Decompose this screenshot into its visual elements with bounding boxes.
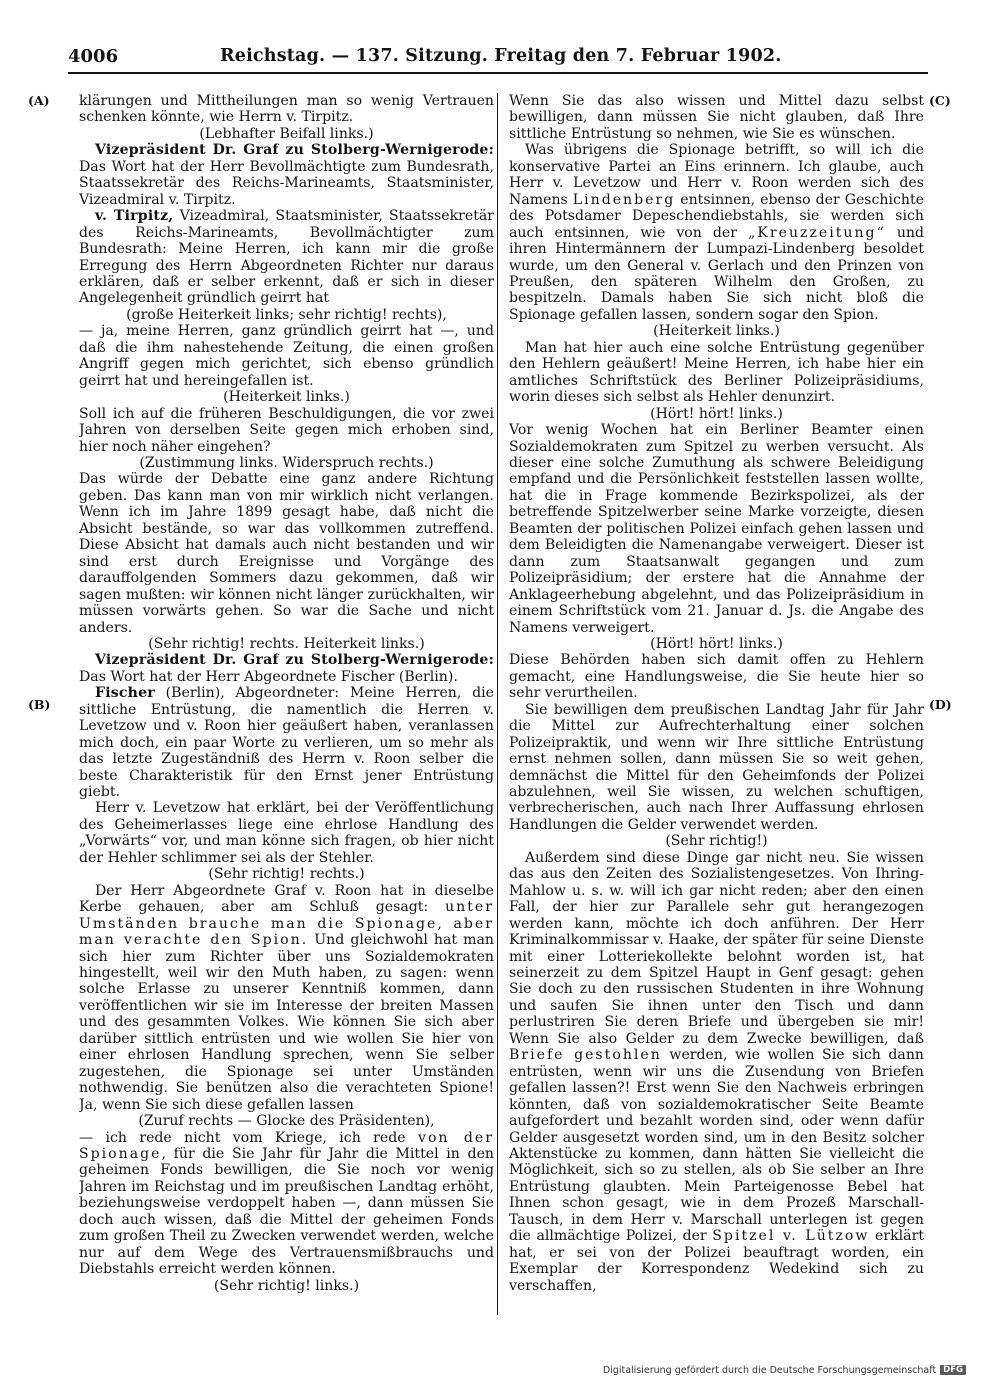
speaker-name: Vizepräsident Dr. Graf zu Stolberg-Wernigerode: [95,142,494,159]
speaker-paragraph [79,652,494,685]
speech-text: werden, wie wollen Sie sich dann entrüsten, wenn wir uns die Zusendung von Briefen gefallen lassen?! Erst wenn Sie den Nachweis erbringen könnten, daß von sozialdemokratischer Seite Beamte aufgefordert und bezahlt worden sind, oder wenn dafür Gelder ausgesetzt worden sind, um in den Besitz solcher Aktenstücke zu kommen, dann hätten Sie vielleicht die Möglichkeit, sich so zu stellen, als ob Sie selber an Ihre Entrüstung glaubten. Mein Parteigenosse Bebel hat Ihnen schon gesagt, wie in dem Prozeß Marschall-Tausch, in dem Herr v. Marschall unterlegen ist gegen die allmächtige Polizei, der [509,1047,924,1245]
emphasized-text: Lindenberg [572,191,676,208]
interjection: (Hört! hört! links.) [650,405,783,422]
speech-text: — ich rede nicht vom Kriege, ich rede [79,1129,418,1146]
paragraph [79,1130,494,1278]
speech-text: Der Herr Abgeordnete Graf v. Roon hat in dieselbe Kerbe gehauen, aber am Schluß gesagt: [79,882,494,916]
column-divider [497,93,498,1315]
speech-text: Was übrigens die Spionage betrifft, so will ich die konservative Partei an Eins erinnern. Ich glaube, auch Herr v. Levetzow und Herr v. Roon werden sich des Namens [509,142,924,208]
paragraph: Das würde der Debatte eine ganz andere Richtung geben. Das kann man von mir wirklich nicht verlangen. Wenn ich im Jahre 1899 gesagt habe, daß nicht die Absicht bestände, so war das vollkommen zutreffend. Diese Absicht hat damals auch nicht bestanden und wir sind erst durch Ereignisse und Vorgänge des darauffolgenden Sommers dazu gekommen, daß wir sagen mußten: wir können nicht länger zurückhalten, wir müssen vorwärts gehen. So war die Sache und nicht anders. [79,471,494,636]
speech-text: , für die Sie Jahr für Jahr die Mittel in den geheimen Fonds bewilligen, die Sie noch vor wenig Jahren im Reichstag und im preußischen Landtag erhöht, beziehungsweise verdoppelt haben —, dann müssen Sie doch auch wissen, daß die Mittel der geheimen Fonds zum großen Theil zu Zwecken verwendet werden, welche nur auf dem Wege des Vertrauensmißbrauchs und Diebstahls erreicht werden können. [79,1146,494,1278]
margin-marker-c: (C) [929,93,951,108]
interjection: (Zustimmung links. Widerspruch rechts.) [139,454,434,471]
interjection: (Heiterkeit links.) [653,323,780,340]
speaker-paragraph [79,208,494,307]
paragraph: Wenn Sie das also wissen und Mittel dazu selbst bewilligen, dann müssen Sie nicht glauben, daß Ihre sittliche Entrüstung so nehmen, wie Sie es wünschen. [509,93,924,142]
paragraph: Soll ich auf die früheren Beschuldigungen, die vor zwei Jahren von derselben Seite gegen mich erhoben sind, hier noch näher eingehen? [79,405,494,455]
paragraph: Sie bewilligen dem preußischen Landtag Jahr für Jahr die Mittel zur Aufrechterhaltung einer solchen Polizeipraktik, und wenn wir Ihre sittliche Entrüstung ernst nehmen sollen, dann müssen Sie so weit gehen, demnächst die Mittel für den Geheimfonds der Polizei abzulehnen, weil Sie wissen, zu welchen schuftigen, verbrecherischen, auch nach Ihrer Auffassung ehrlosen Handlungen die Gelder verwendet werden. [509,701,924,833]
interjection: (Sehr richtig! rechts. Heiterkeit links.) [148,635,425,652]
interjection: (Lebhafter Beifall links.) [199,125,374,142]
interjection: (Zuruf rechts — Glocke des Präsidenten), [138,1113,435,1130]
emphasized-text: „Kreuzzeitung“ [748,224,886,241]
speech-text: Und gleichwohl hat man sich hier zum Richter über uns Sozialdemokraten hingestellt, weil wir den Muth haben, zu sagen: wenn solche Erlasse zu unserer Kenntniß kommen, dann veröffentlichen wir sie im Interesse der breiten Massen und des gesammten Volkes. Wie können Sie sich aber darüber sittlich entrüsten und wie wollen Sie hier von einer ehrlosen Handlung sprechen, wenn Sie selber zugestehen, die Spionage sei unter Umständen nothwendig. Sie benützen also die verachteten Spione! Ja, wenn Sie sich diese gefallen lassen [79,932,494,1113]
emphasized-text: Spitzel v. Lützow [712,1228,870,1245]
paragraph: Diese Behörden haben sich damit offen zu Hehlern gemacht, eine Handlungsweise, die Sie heute hier so sehr verurtheilen. [509,652,924,702]
footer-text: Digitalisierung gefördert durch die Deutsche Forschungsgemeinschaft [602,1365,937,1376]
paragraph: klärungen und Mittheilungen man so wenig Vertrauen schenken könnte, wie Herrn v. Tirpitz. [79,93,494,126]
margin-marker-b: (B) [28,697,51,712]
margin-marker-d: (D) [929,697,952,712]
funding-footer [603,1365,966,1376]
speaker-name: Fischer [95,685,155,702]
interjection: (Sehr richtig! rechts.) [208,866,365,883]
right-column [509,93,924,1315]
interjection: (Hört! hört! links.) [650,635,783,652]
margin-marker-a: (A) [28,93,50,108]
emphasized-text: Briefe gestohlen [509,1047,662,1064]
paragraph [509,142,924,323]
dfg-logo-icon: DFG [940,1365,966,1375]
speech-text: Das Wort hat der Herr Abgeordnete Fischer (Berlin). [79,668,458,685]
page-header [68,46,928,74]
speech-text: erklärt hat, er sei von der Polizei beauftragt worden, ein Exemplar der Korrespondenz Wedekind sich zu verschaffen, [509,1228,924,1294]
speech-text: Außerdem sind diese Dinge gar nicht neu. Sie wissen das aus den Zeiten des Sozialistengesetzes. Von Ihring-Mahlow u. s. w. will ich gar nicht reden; aber den einen Fall, der hier zur Parallele sehr gut herangezogen werden kann, möchte ich doch anführen. Der Herr Kriminalkommissar v. Haake, der später für seine Dienste mit einer Lotteriekollekte belohnt worden ist, hat seinerzeit zu dem Spitzel Haupt in Genf gesagt: gehen Sie doch zu den russischen Studenten in ihre Wohnung und saufen Sie ihnen unter den Tisch und dann perlustriren Sie deren Briefe und übergeben sie mir! Wenn Sie also Gelder zu dem Zwecke bewilligen, daß [509,849,924,1047]
speaker-paragraph [79,685,494,800]
paragraph: Man hat hier auch eine solche Entrüstung gegenüber den Hehlern geäußert! Meine Herren, ich habe hier ein amtliches Schriftstück des Berliner Polizeipräsidiums, worin dieses sich selbst als Hehler denunzirt. [509,339,924,406]
speaker-name: v. Tirpitz, [95,208,174,225]
page-number: 4006 [68,46,119,67]
interjection: (große Heiterkeit links; sehr richtig! rechts), [126,306,447,323]
paragraph: Herr v. Levetzow hat erklärt, bei der Veröffentlichung des Geheimerlasses liege eine ehrlose Handlung des „Vorwärts“ vor, und man könne sich fragen, ob hier nicht der Hehler schlimmer sei als der Stehler. [79,800,494,866]
speech-text: und ihren Hintermännern der Lumpazi-Lindenberg besoldet wurde, um den General v. Gerlach und den Prinzen von Preußen, den späteren Wilhelm den Großen, zu bespitzeln. Damals haben Sie sich nicht bloß die Spionage gefallen lassen, sondern sogar den Spion. [509,224,924,323]
paragraph: Vor wenig Wochen hat ein Berliner Beamter einen Sozialdemokraten zum Spitzel zu werben versucht. Als dieser eine solche Zumuthung als schwere Beleidigung empfand und die Persönlichkeit feststellen lassen wollte, hat die in Frage kommende Bezirkspolizei, als der betreffende Spitzelwerber seine Marke vorzeigte, diesen Beamten der politischen Polizei einfach gehen lassen und dem Beleidigten die Namenangabe verweigert. Dieser ist dann zum Staatsanwalt gegangen und zum Polizeipräsidium; der erstere hat die Annahme der Anklageerhebung abgelehnt, und das Polizeipräsidium in einem Schriftstück vom 21. Januar d. Js. die Angabe des Namens verweigert. [509,422,924,636]
emphasized-text: von der Spionage [79,1129,494,1162]
speech-text: entsinnen, ebenso der Geschichte des Potsdamer Depeschendiebstahls, sie werden sich auch entsinnen, wie von der [509,191,924,241]
speech-text: (Berlin), Abgeordneter: Meine Herren, die sittliche Entrüstung, die namentlich die Herren v. Levetzow und v. Roon hier geäußert haben, veranlassen mich doch, ein paar Worte zu verlieren, um so mehr als das letzte Zugeständniß des Herrn v. Roon selber die beste Charakteristik für den Ernst jener Entrüstung giebt. [79,685,494,801]
interjection: (Sehr richtig!) [665,833,768,850]
paragraph [509,850,924,1294]
speech-text: Vizeadmiral, Staatsminister, Staatssekretär des Reichs-Marineamts, Bevollmächtigter zum Bundesrath: Meine Herren, ich kann mir die große Erregung des Herrn Abgeordneten Richter nur daraus erklären, daß er selber erkennt, daß er sich in dieser Angelegenheit gründlich geirrt hat [79,208,494,307]
left-column [79,93,494,1315]
interjection: (Sehr richtig! links.) [213,1277,360,1294]
speaker-paragraph [79,142,494,208]
speech-text: Das Wort hat der Herr Bevollmächtigte zum Bundesrath, Staatssekretär des Reichs-Marineamts, Staatsminister, Vizeadmiral v. Tirpitz. [79,158,494,208]
paragraph: — ja, meine Herren, ganz gründlich geirrt hat —, und daß die ihm nahestehende Zeitung, die einen großen Angriff gegen mich gerichtet, sich ebenso gründlich geirrt hat und hereingefallen ist. [79,323,494,389]
speaker-name: Vizepräsident Dr. Graf zu Stolberg-Wernigerode: [95,652,494,669]
emphasized-text: unter Umständen brauche man die Spionage, aber man verachte den Spion. [79,899,494,949]
running-title: Reichstag. — 137. Sitzung. Freitag den 7. Februar 1902. [220,46,782,66]
interjection: (Heiterkeit links.) [223,389,350,406]
paragraph [79,883,494,1113]
